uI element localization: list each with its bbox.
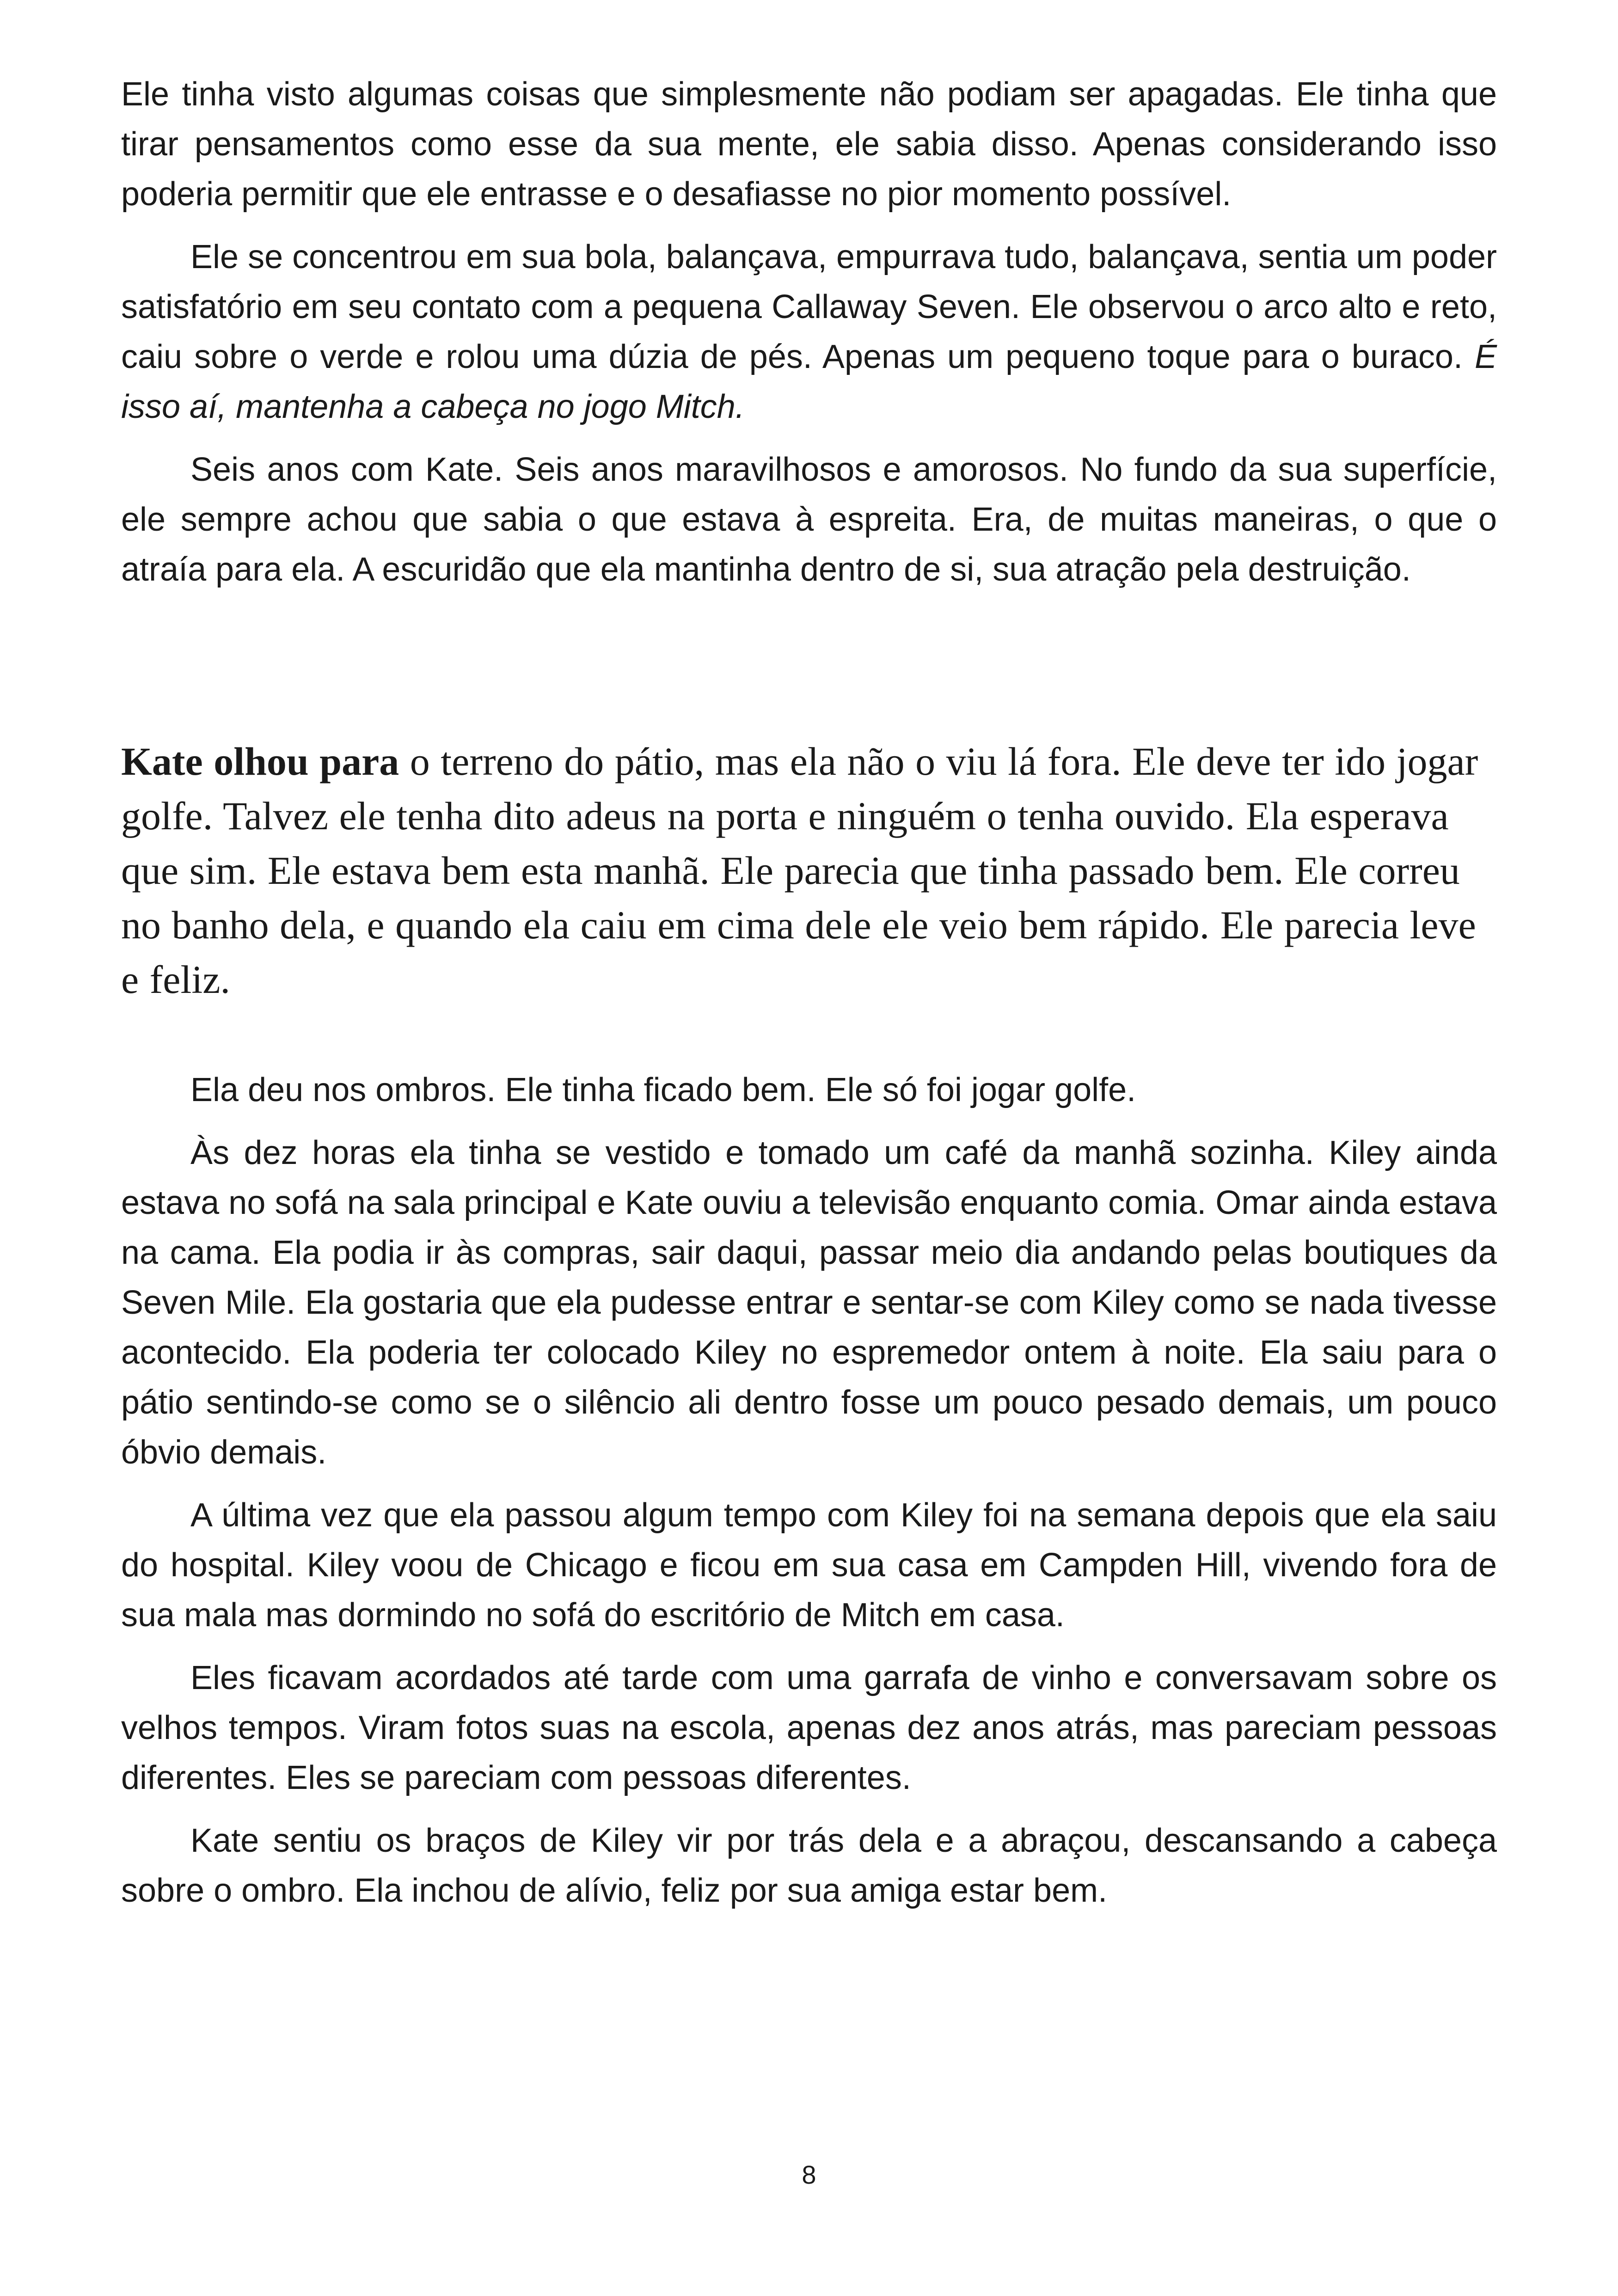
paragraph-3: Seis anos com Kate. Seis anos maravilhosos e amorosos. No fundo da sua superfície, ele sempre achou que sabia o que estava à espreita. Era, de muitas maneiras, o que o atraía para ela. A escuridão que ela mantinha dentro de si, sua atração pela destruição. [121, 451, 1497, 588]
paragraph-7: Eles ficavam acordados até tarde com uma garrafa de vinho e conversavam sobre os velhos tempos. Viram fotos suas na escola, apenas dez anos atrás, mas pareciam pessoas diferentes. Eles se pareciam com pessoas diferentes. [121, 1659, 1497, 1796]
section-opening-text: o terreno do pátio, mas ela não o viu lá fora. Ele deve ter ido jogar golfe. Talvez ele tenha dito adeus na porta e ninguém o tenha ouvido. Ela esperava que sim. Ele estava bem esta manhã. Ele parecia que tinha passado bem. Ele correu no banho dela, e quando ela caiu em cima dele ele veio bem rápido. Ele parecia leve e feliz. [121, 739, 1478, 1002]
paragraph-4: Ela deu nos ombros. Ele tinha ficado bem. Ele só foi jogar golfe. [190, 1071, 1136, 1108]
paragraph-8: Kate sentiu os braços de Kiley vir por trás dela e a abraçou, descansando a cabeça sobre o ombro. Ela inchou de alívio, feliz por sua amiga estar bem. [121, 1822, 1497, 1909]
section-opening [121, 734, 1497, 1007]
paragraph-1: Ele tinha visto algumas coisas que simplesmente não podiam ser apagadas. Ele tinha que tirar pensamentos como esse da sua mente, ele sabia disso. Apenas considerando isso poderia permitir que ele entrasse e o desafiasse no pior momento possível. [121, 76, 1497, 213]
paragraph-2-italic-thought: É isso aí, mantenha a cabeça no jogo Mitch. [121, 338, 1497, 425]
page-body [121, 69, 1497, 1929]
page-number: 8 [802, 2160, 816, 2189]
paragraph-2 [121, 232, 1497, 432]
paragraph-2-text: Ele se concentrou em sua bola, balançava, empurrava tudo, balançava, sentia um poder satisfatório em seu contato com a pequena Callaway Seven. Ele observou o arco alto e reto, caiu sobre o verde e rolou uma dúzia de pés. Apenas um pequeno toque para o buraco. [121, 239, 1497, 375]
bottom-text-block [121, 1065, 1497, 1916]
paragraph-6: A última vez que ela passou algum tempo com Kiley foi na semana depois que ela saiu do hospital. Kiley voou de Chicago e ficou em sua casa em Campden Hill, vivendo fora de sua mala mas dormindo no sofá do escritório de Mitch em casa. [121, 1497, 1497, 1634]
top-text-block [121, 69, 1497, 594]
section-lead-words: Kate olhou para [121, 739, 399, 784]
paragraph-5: Às dez horas ela tinha se vestido e tomado um café da manhã sozinha. Kiley ainda estava no sofá na sala principal e Kate ouviu a televisão enquanto comia. Omar ainda estava na cama. Ela podia ir às compras, sair daqui, passar meio dia andando pelas boutiques da Seven Mile. Ela gostaria que ela pudesse entrar e sentar-se com Kiley como se nada tivesse acontecido. Ela poderia ter colocado Kiley no espremedor ontem à noite. Ela saiu para o pátio sentindo-se como se o silêncio ali dentro fosse um pouco pesado demais, um pouco óbvio demais. [121, 1134, 1497, 1471]
section-opening-paragraph [121, 734, 1497, 1007]
